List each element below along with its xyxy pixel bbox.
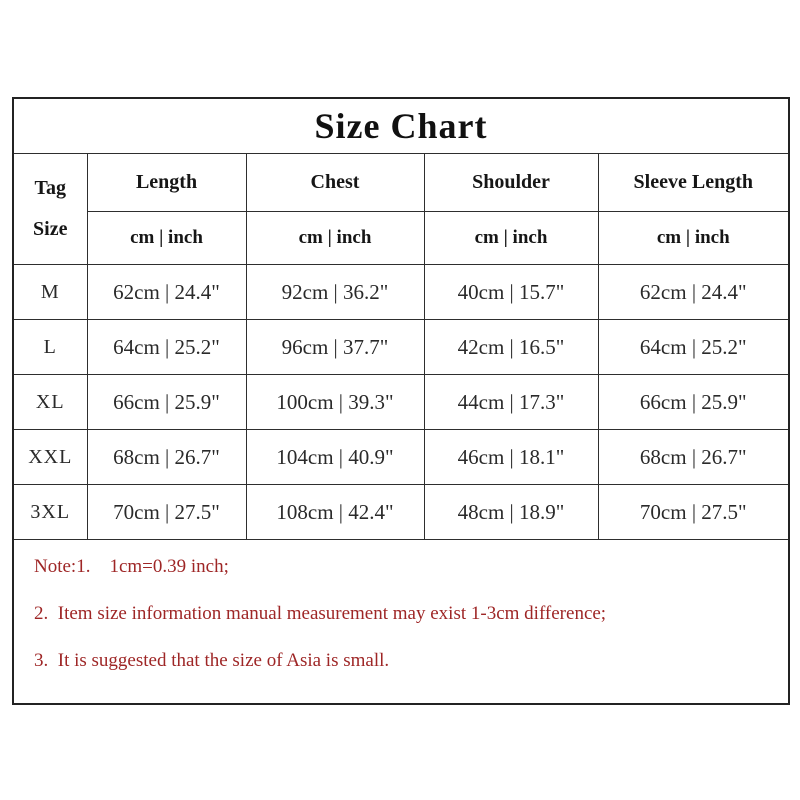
table-row-xxl [13, 430, 789, 485]
sleeve-length-cell: 68cm | 26.7" [598, 430, 789, 485]
size-tag-cell: XL [13, 375, 87, 430]
unit-header-shoulder: cm | inch [424, 212, 598, 265]
note-line-1: Note:1. 1cm=0.39 inch; [34, 556, 229, 577]
length-cell: 68cm | 26.7" [87, 430, 246, 485]
title-row [13, 98, 789, 154]
sleeve-length-cell: 62cm | 24.4" [598, 265, 789, 320]
length-cell: 70cm | 27.5" [87, 485, 246, 540]
column-header-chest: Chest [246, 154, 424, 212]
sleeve-length-cell: 66cm | 25.9" [598, 375, 789, 430]
shoulder-cell: 44cm | 17.3" [424, 375, 598, 430]
table-row-m [13, 265, 789, 320]
table-row-l [13, 320, 789, 375]
chest-cell: 108cm | 42.4" [246, 485, 424, 540]
table-row-3xl [13, 485, 789, 540]
column-header-shoulder: Shoulder [424, 154, 598, 212]
shoulder-cell: 48cm | 18.9" [424, 485, 598, 540]
length-cell: 66cm | 25.9" [87, 375, 246, 430]
chest-cell: 92cm | 36.2" [246, 265, 424, 320]
unit-header-row [13, 212, 789, 265]
column-header-sleeve-length: Sleeve Length [598, 154, 789, 212]
size-tag-cell: L [13, 320, 87, 375]
sleeve-length-cell: 64cm | 25.2" [598, 320, 789, 375]
tag-size-header [13, 154, 87, 265]
tag-size-header-line1: Tag [34, 177, 66, 199]
length-cell: 64cm | 25.2" [87, 320, 246, 375]
chest-cell: 104cm | 40.9" [246, 430, 424, 485]
note-line-3: 3. It is suggested that the size of Asia is small. [34, 649, 390, 671]
chest-cell: 96cm | 37.7" [246, 320, 424, 375]
tag-size-header-line2: Size [33, 218, 68, 240]
size-chart-table [12, 97, 790, 705]
column-header-row [13, 154, 789, 212]
length-cell: 62cm | 24.4" [87, 265, 246, 320]
notes-cell [13, 540, 789, 705]
note-line-2: 2. Item size information manual measurement may exist 1-3cm difference; [34, 602, 607, 624]
size-tag-cell: 3XL [13, 485, 87, 540]
unit-header-sleeve-length: cm | inch [598, 212, 789, 265]
column-header-length: Length [87, 154, 246, 212]
shoulder-cell: 40cm | 15.7" [424, 265, 598, 320]
sleeve-length-cell: 70cm | 27.5" [598, 485, 789, 540]
shoulder-cell: 46cm | 18.1" [424, 430, 598, 485]
chest-cell: 100cm | 39.3" [246, 375, 424, 430]
page-title: Size Chart [13, 98, 789, 154]
unit-header-chest: cm | inch [246, 212, 424, 265]
shoulder-cell: 42cm | 16.5" [424, 320, 598, 375]
size-tag-cell: M [13, 265, 87, 320]
notes-row [13, 540, 789, 705]
unit-header-length: cm | inch [87, 212, 246, 265]
table-row-xl [13, 375, 789, 430]
size-tag-cell: XXL [13, 430, 87, 485]
